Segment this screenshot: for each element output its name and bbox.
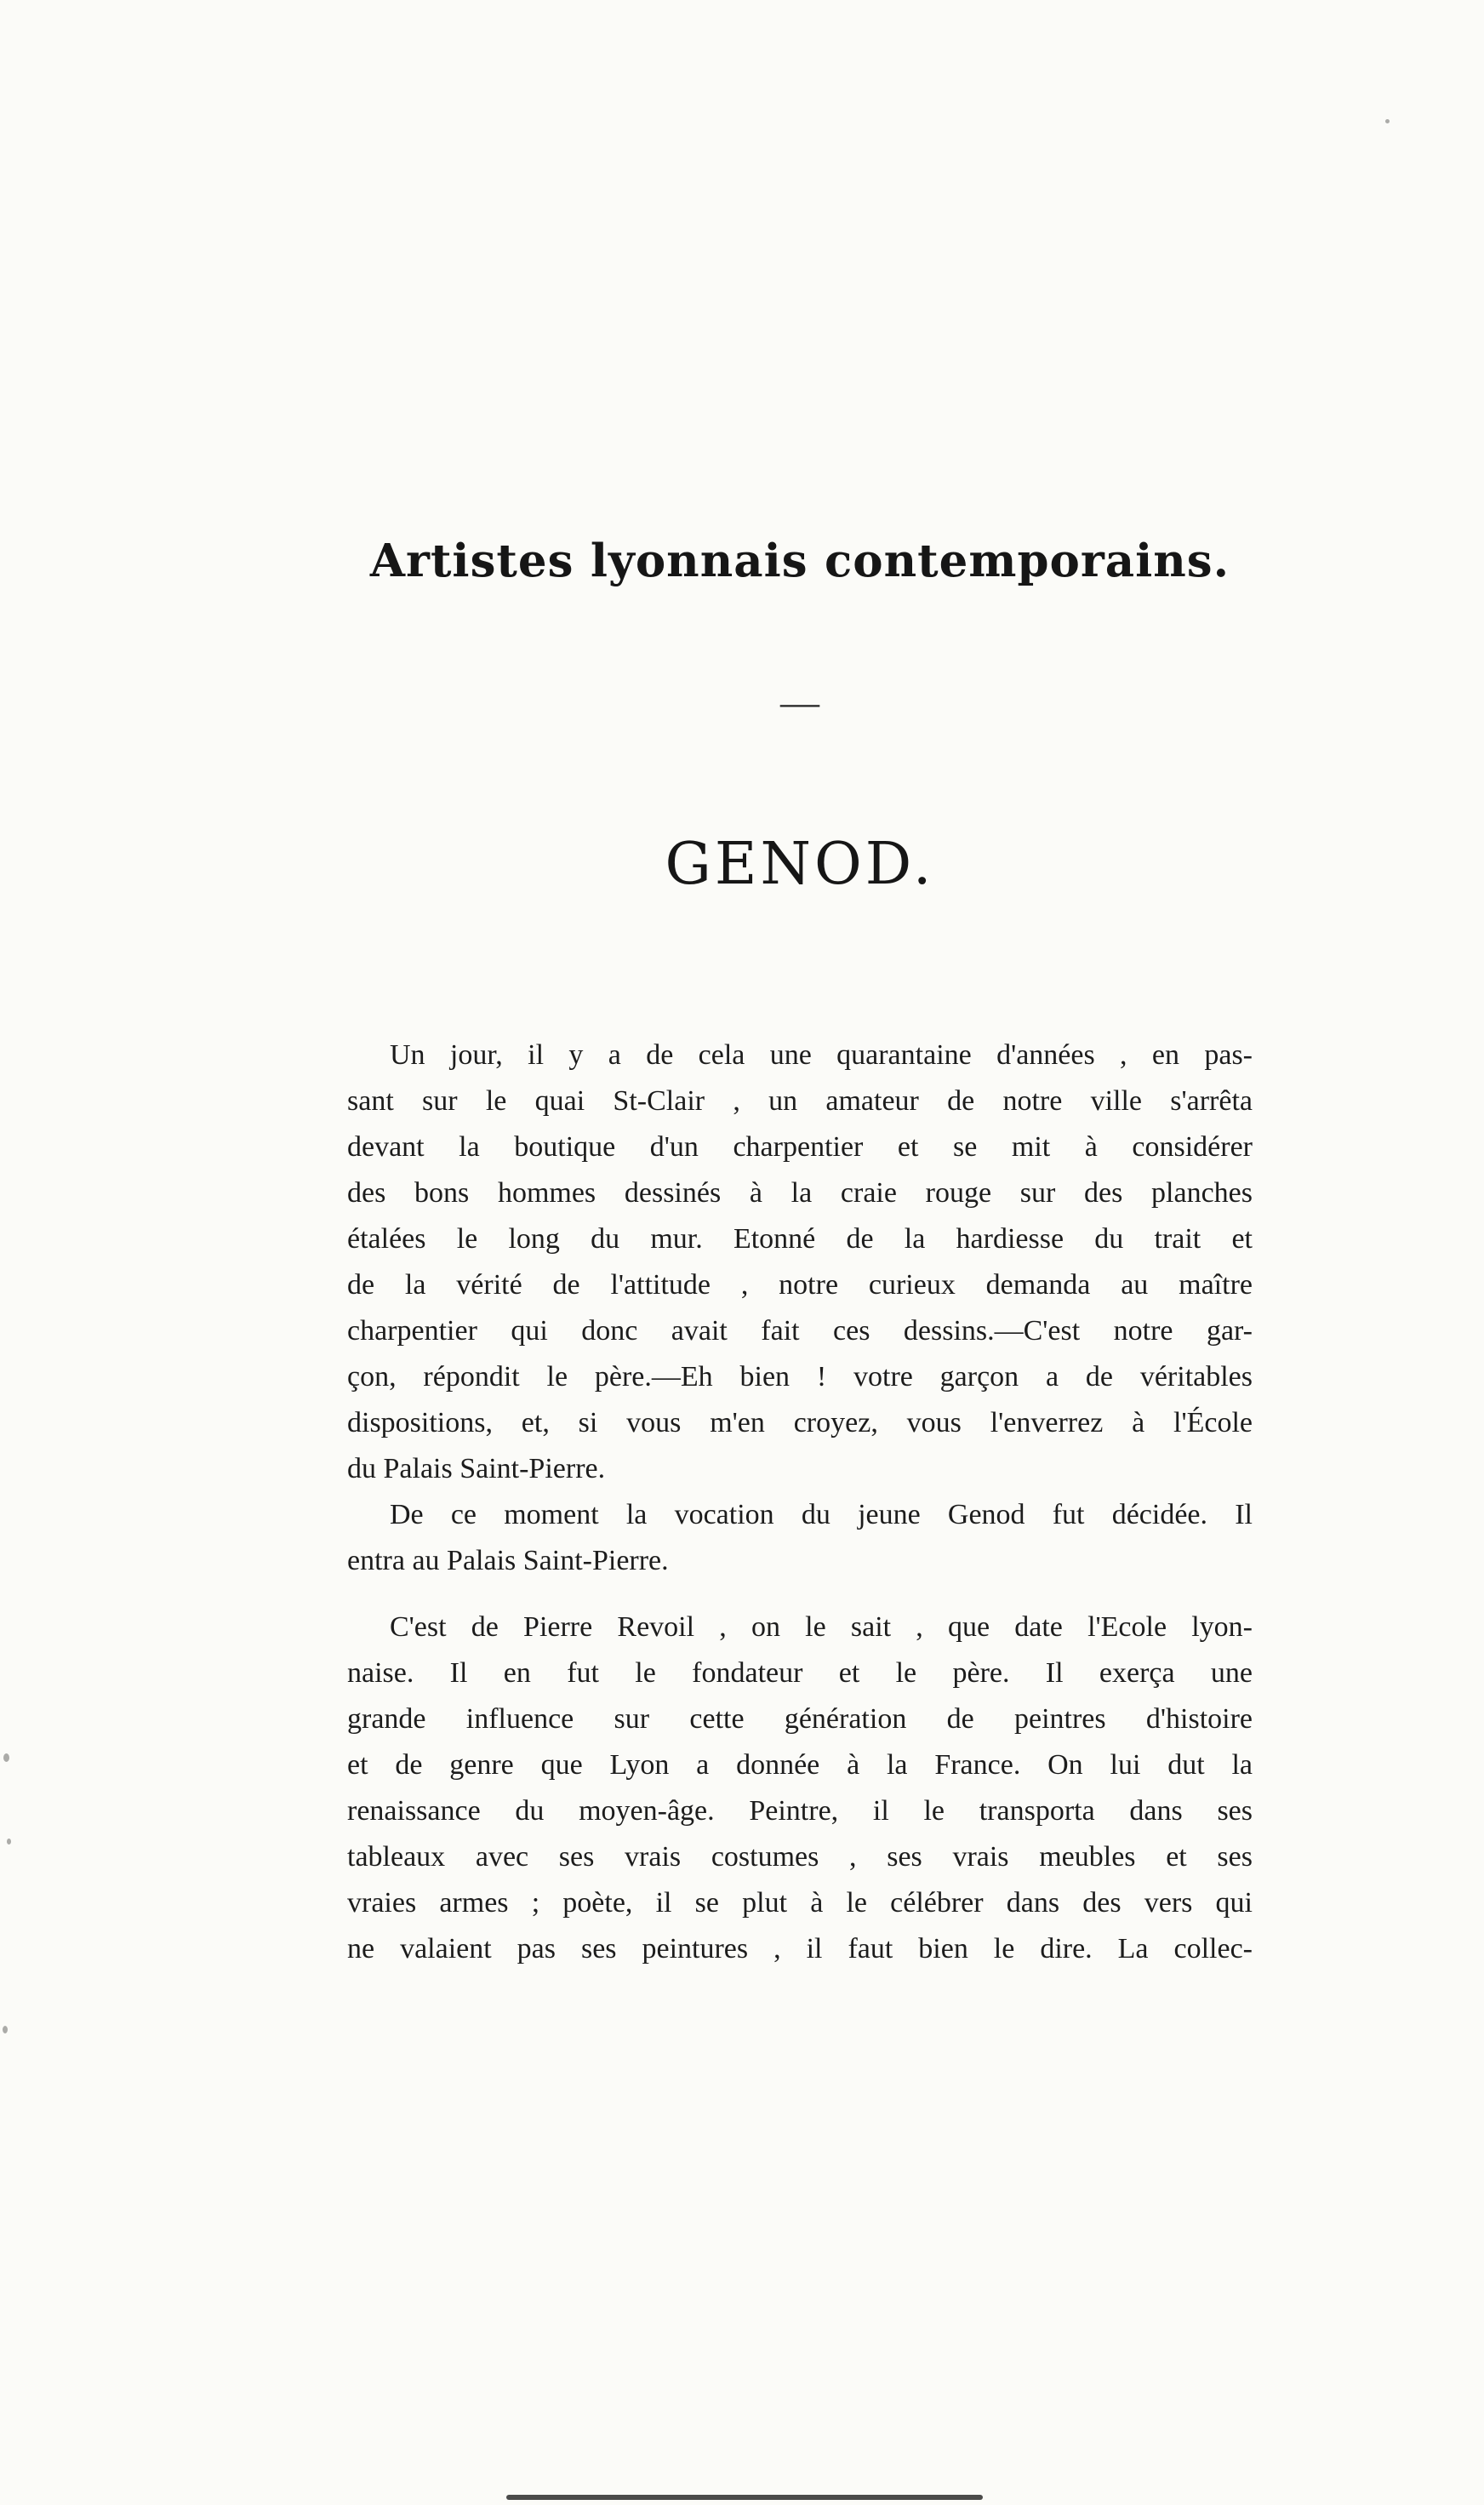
text-line: du Palais Saint-Pierre. [347, 1453, 606, 1484]
text-line: ne valaient pas ses peintures , il faut bien le dire. La collec- [347, 1933, 1253, 1965]
text-line: dispositions, et, si vous m'en croyez, vous l'enverrez à l'École [347, 1407, 1253, 1438]
body-text [347, 1032, 1253, 1972]
paragraph [347, 1032, 1253, 1492]
scan-speck [3, 2026, 8, 2033]
text-line: devant la boutique d'un charpentier et se mit à considérer [347, 1131, 1253, 1163]
text-line: C'est de Pierre Revoil , on le sait , que date l'Ecole lyon- [390, 1611, 1253, 1643]
text-line: de la vérité de l'attitude , notre curieux demanda au maître [347, 1269, 1253, 1301]
text-line: vraies armes ; poète, il se plut à le célébrer dans des vers qui [347, 1887, 1253, 1919]
text-line: sant sur le quai St-Clair , un amateur de notre ville s'arrêta [347, 1085, 1253, 1117]
series-heading: Artistes lyonnais contemporains. [369, 535, 1230, 587]
paragraph [347, 1492, 1253, 1584]
text-line: des bons hommes dessinés à la craie rouge sur des planches [347, 1177, 1253, 1209]
text-block [347, 0, 1253, 1972]
scan-speck [1385, 119, 1390, 123]
text-line: Un jour, il y a de cela une quarantaine d'années , en pas- [390, 1039, 1253, 1071]
scan-edge-mark [506, 2495, 983, 2500]
text-line: et de genre que Lyon a donnée à la France. On lui dut la [347, 1749, 1253, 1781]
scan-speck [7, 1839, 11, 1844]
text-line: entra au Palais Saint-Pierre. [347, 1545, 669, 1576]
text-line: naise. Il en fut le fondateur et le père. Il exerça une [347, 1657, 1253, 1689]
text-line: tableaux avec ses vrais costumes , ses vrais meubles et ses [347, 1841, 1253, 1873]
text-line: grande influence sur cette génération de peintres d'histoire [347, 1703, 1253, 1735]
chapter-title: GENOD. [665, 831, 935, 898]
scan-speck [3, 1753, 9, 1762]
text-line: çon, répondit le père.—Eh bien ! votre garçon a de véritables [347, 1361, 1253, 1393]
paragraph [347, 1604, 1253, 1972]
text-line: renaissance du moyen-âge. Peintre, il le transporta dans ses [347, 1795, 1253, 1827]
text-line: charpentier qui donc avait fait ces dessins.—C'est notre gar- [347, 1315, 1253, 1347]
text-line: De ce moment la vocation du jeune Genod fut décidée. Il [390, 1499, 1253, 1530]
section-divider: — [780, 680, 819, 723]
text-line: étalées le long du mur. Etonné de la hardiesse du trait et [347, 1223, 1253, 1255]
